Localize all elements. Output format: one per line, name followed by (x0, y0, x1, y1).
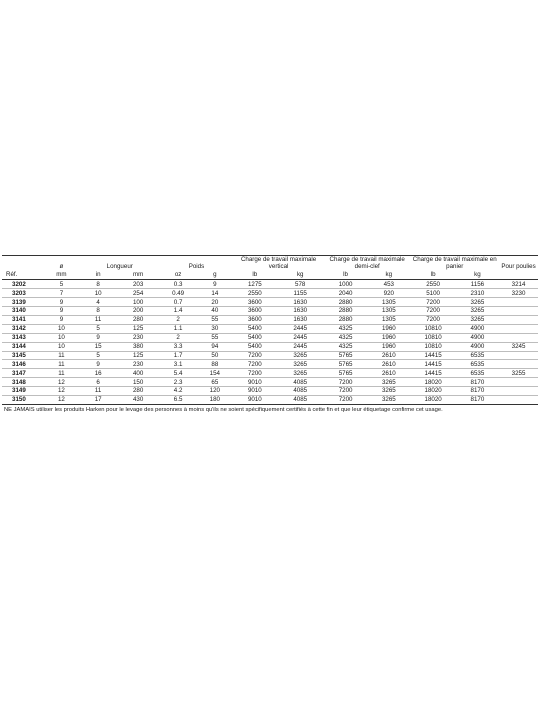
table-cell: 7200 (338, 396, 353, 404)
table-cell: 2610 (381, 351, 396, 359)
table-row (2, 387, 538, 396)
basket-load-header: Charge de travail maximale en panier (412, 256, 497, 271)
table-cell: 3.3 (173, 342, 183, 350)
table-cell: 14415 (424, 360, 442, 368)
table-cell: 4325 (338, 342, 353, 350)
table-cell: 9 (96, 360, 100, 368)
table-cell: 3265 (381, 387, 396, 395)
length-header: Longueur (106, 263, 133, 271)
diameter-header: ø (59, 263, 64, 271)
table-cell: 1.1 (173, 325, 183, 333)
table-cell: 11 (58, 360, 65, 368)
table-cell: 254 (132, 289, 144, 297)
ref-cell: 3149 (12, 387, 26, 395)
table-cell: 8170 (470, 387, 485, 395)
table-cell: 50 (211, 351, 219, 359)
table-cell: 10 (94, 289, 102, 297)
ref-cell: 3143 (12, 334, 26, 342)
table-cell: 14415 (424, 369, 442, 377)
spec-sheet (0, 255, 540, 413)
table-cell: 2610 (381, 360, 396, 368)
table-cell: 7200 (247, 360, 262, 368)
table-cell: 9010 (247, 387, 262, 395)
table-cell (499, 324, 538, 333)
half-hitch-lb-unit: lb (343, 271, 348, 279)
table-cell: 6535 (470, 360, 485, 368)
table-cell: 1305 (381, 298, 396, 306)
table-cell: 5.4 (173, 369, 183, 377)
table-row (2, 289, 538, 298)
table-cell: 12 (57, 387, 65, 395)
table-cell: 7200 (426, 298, 440, 306)
table-cell: 2.3 (173, 378, 183, 386)
ref-cell: 3202 (12, 280, 26, 288)
table-cell: 1000 (338, 280, 353, 288)
table-cell: 3265 (470, 307, 485, 315)
table-cell (499, 315, 538, 324)
table-cell: 3230 (511, 289, 526, 297)
table-cell: 40 (211, 307, 219, 315)
table-cell: 3600 (247, 298, 262, 306)
table-cell: 5765 (338, 360, 353, 368)
specification-table (2, 255, 538, 405)
basket-lb-unit: lb (430, 271, 436, 279)
table-cell: 9010 (247, 396, 262, 404)
table-cell: 2040 (338, 289, 353, 297)
length-mm-unit: mm (132, 271, 144, 279)
table-cell: 4900 (470, 342, 485, 350)
table-cell: 5400 (247, 342, 262, 350)
table-cell: 6 (96, 378, 100, 386)
table-cell: 2880 (338, 316, 353, 324)
table-cell (499, 387, 538, 396)
table-cell (499, 298, 538, 307)
table-cell: 3265 (293, 360, 308, 368)
table-cell: 5400 (247, 325, 262, 333)
ref-cell: 3141 (12, 316, 26, 324)
table-cell: 9 (59, 298, 64, 306)
table-cell: 3265 (470, 316, 485, 324)
table-cell: 1630 (293, 316, 308, 324)
table-row (2, 360, 538, 369)
table-cell: 3265 (470, 298, 485, 306)
table-cell: 920 (383, 289, 394, 297)
ref-cell: 3140 (12, 307, 26, 315)
table-cell: 94 (211, 342, 219, 350)
table-cell: 1630 (293, 298, 308, 306)
table-cell: 125 (132, 351, 144, 359)
table-cell: 4085 (293, 387, 308, 395)
length-in-unit: in (95, 271, 101, 279)
ref-cell: 3142 (12, 325, 26, 333)
table-cell: 8 (96, 280, 100, 288)
table-cell: 7200 (247, 369, 262, 377)
safety-footnote: NE JAMAIS utiliser les produits Harken pour le levage des personnes à moins qu'ils ne soient spécifiquement certifiés à cette fin et que leur étiquetage confirme cet usage. (4, 406, 443, 413)
table-body (2, 280, 538, 404)
table-row (2, 395, 538, 404)
table-cell: 55 (211, 316, 219, 324)
table-cell: 10810 (424, 342, 442, 350)
table-cell: 2 (176, 316, 180, 324)
table-cell: 4085 (293, 378, 308, 386)
ref-cell: 3150 (12, 396, 26, 404)
table-cell: 12 (57, 396, 65, 404)
table-cell: 200 (132, 307, 144, 315)
table-cell: 2 (176, 334, 180, 342)
table-cell: 1275 (247, 280, 262, 288)
table-cell: 11 (58, 351, 65, 359)
table-cell: 4900 (470, 334, 485, 342)
table-cell: 1156 (470, 280, 485, 288)
table-row (2, 333, 538, 342)
table-cell: 1155 (293, 289, 307, 297)
table-cell: 15 (94, 342, 102, 350)
table-cell: 2550 (426, 280, 440, 288)
table-row (2, 298, 538, 307)
table-cell: 11 (94, 387, 102, 395)
table-cell: 150 (132, 378, 144, 386)
table-cell: 9 (213, 280, 217, 288)
table-cell: 16 (94, 369, 102, 377)
table-cell: 6535 (470, 369, 485, 377)
table-cell: 453 (383, 280, 394, 288)
table-cell: 8 (96, 307, 100, 315)
table-cell: 7200 (426, 307, 440, 315)
table-cell (499, 351, 538, 360)
table-cell: 7200 (247, 351, 262, 359)
table-cell: 1305 (381, 307, 396, 315)
table-cell: 9 (96, 334, 100, 342)
table-row (2, 351, 538, 360)
pulleys-header: Pour poulies (501, 263, 536, 271)
table-row (2, 342, 538, 351)
table-cell (499, 307, 538, 316)
weight-oz-unit: oz (174, 271, 182, 279)
ref-cell: 3147 (12, 369, 26, 377)
table-cell: 18020 (424, 396, 442, 404)
table-cell: 2880 (338, 307, 353, 315)
table-cell: 10 (57, 325, 65, 333)
table-cell: 10810 (424, 325, 442, 333)
table-cell: 1960 (381, 334, 396, 342)
table-cell: 0.7 (173, 298, 183, 306)
table-cell: 2550 (247, 289, 262, 297)
table-cell: 380 (132, 342, 144, 350)
table-cell: 3245 (511, 342, 526, 350)
table-cell: 7200 (338, 387, 353, 395)
table-cell: 4085 (293, 396, 308, 404)
table-cell: 0.3 (173, 280, 183, 288)
table-cell: 10810 (424, 334, 442, 342)
table-cell: 430 (132, 396, 144, 404)
table-cell: 4900 (470, 325, 485, 333)
vertical-kg-unit: kg (296, 271, 304, 279)
table-cell: 30 (211, 325, 219, 333)
table-cell: 1960 (381, 325, 396, 333)
table-cell: 14 (211, 289, 219, 297)
table-cell: 6.5 (173, 396, 183, 404)
ref-cell: 3203 (12, 289, 26, 297)
ref-cell: 3144 (12, 342, 26, 350)
table-row (2, 324, 538, 333)
table-cell: 3600 (247, 307, 262, 315)
table-cell: 10 (57, 342, 65, 350)
table-cell: 0.49 (172, 289, 185, 297)
ref-cell: 3148 (12, 378, 26, 386)
table-cell: 203 (132, 280, 144, 288)
table-cell: 4325 (338, 325, 353, 333)
table-cell: 5100 (426, 289, 440, 297)
table-cell: 65 (211, 378, 219, 386)
table-cell: 120 (209, 387, 220, 395)
table-cell: 578 (295, 280, 306, 288)
table-cell: 3265 (293, 369, 308, 377)
table-cell: 11 (58, 369, 65, 377)
table-cell: 88 (211, 360, 219, 368)
diameter-unit: mm (56, 271, 67, 279)
table-cell: 280 (132, 316, 144, 324)
table-cell: 2445 (293, 334, 308, 342)
ref-cell: 3145 (12, 351, 26, 359)
table-cell: 1.7 (173, 351, 183, 359)
table-cell: 8170 (470, 396, 485, 404)
table-cell: 3214 (511, 280, 526, 288)
table-cell (499, 378, 538, 387)
table-cell: 8170 (470, 378, 485, 386)
table-cell: 3.1 (173, 360, 183, 368)
table-cell: 5 (59, 280, 64, 288)
table-cell: 2445 (293, 342, 308, 350)
basket-kg-unit: kg (474, 271, 481, 279)
table-cell: 230 (132, 334, 144, 342)
table-cell: 5 (96, 351, 100, 359)
table-cell (499, 395, 538, 404)
table-cell: 7200 (338, 378, 353, 386)
table-cell: 9 (59, 307, 64, 315)
table-cell: 5765 (338, 369, 353, 377)
table-row (2, 307, 538, 316)
table-cell: 3255 (511, 369, 526, 377)
table-cell: 18020 (424, 387, 442, 395)
table-cell: 2610 (381, 369, 396, 377)
table-cell: 20 (211, 298, 219, 306)
table-cell: 100 (132, 298, 144, 306)
table-cell: 1960 (381, 342, 396, 350)
table-cell: 1305 (381, 316, 396, 324)
table-cell (499, 360, 538, 369)
table-cell: 11 (94, 316, 102, 324)
table-cell: 400 (132, 369, 144, 377)
vertical-load-header: Charge de travail maximale vertical (240, 256, 317, 271)
table-row (2, 280, 538, 289)
half-hitch-kg-unit: kg (385, 271, 393, 279)
table-cell: 230 (132, 360, 144, 368)
table-cell: 3265 (293, 351, 308, 359)
table-cell: 18020 (424, 378, 442, 386)
table-cell: 5765 (338, 351, 353, 359)
table-cell: 2880 (338, 298, 353, 306)
table-cell: 2310 (470, 289, 485, 297)
ref-cell: 3139 (12, 298, 26, 306)
table-cell: 4325 (338, 334, 353, 342)
weight-g-unit: g (213, 271, 217, 279)
table-cell (499, 333, 538, 342)
table-cell: 17 (94, 396, 102, 404)
table-cell: 2445 (293, 325, 308, 333)
table-cell: 154 (209, 369, 220, 377)
table-cell: 3265 (381, 396, 396, 404)
table-cell: 12 (57, 378, 65, 386)
table-cell: 6535 (470, 351, 485, 359)
vertical-lb-unit: lb (252, 271, 258, 279)
table-cell: 5 (96, 325, 100, 333)
table-header (2, 256, 538, 280)
table-cell: 10 (57, 334, 65, 342)
table-cell: 9 (59, 316, 64, 324)
table-cell: 9010 (247, 378, 262, 386)
table-cell: 3600 (247, 316, 262, 324)
table-cell: 180 (209, 396, 220, 404)
table-cell: 125 (132, 325, 144, 333)
table-cell: 1.4 (173, 307, 183, 315)
table-cell: 1630 (293, 307, 308, 315)
table-cell: 55 (211, 334, 219, 342)
table-cell: 5400 (247, 334, 262, 342)
ref-cell: 3146 (12, 360, 26, 368)
table-cell: 3265 (381, 378, 396, 386)
table-cell: 14415 (424, 351, 442, 359)
ref-header: Réf. (6, 271, 18, 279)
table-row (2, 369, 538, 378)
table-row (2, 378, 538, 387)
table-cell: 7 (59, 289, 64, 297)
table-cell: 4.2 (173, 387, 183, 395)
table-row (2, 315, 538, 324)
weight-header: Poids (188, 263, 205, 271)
table-cell: 7200 (426, 316, 440, 324)
table-cell: 4 (96, 298, 100, 306)
half-hitch-load-header: Charge de travail maximale demi-clef (329, 256, 405, 271)
table-cell: 280 (132, 387, 144, 395)
